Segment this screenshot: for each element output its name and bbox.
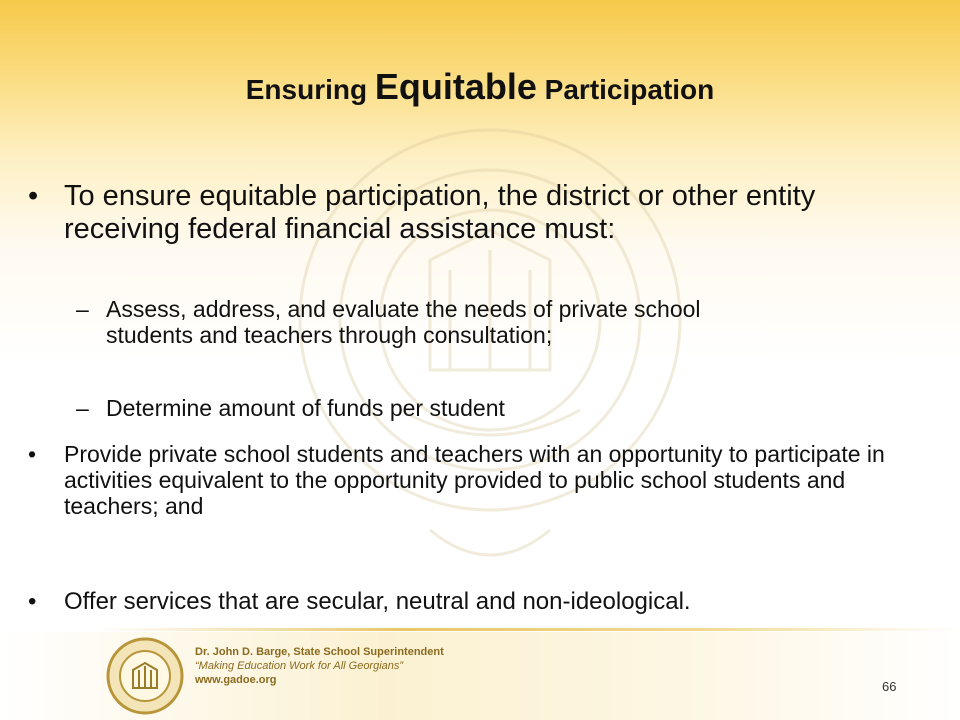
bullet-item-3 xyxy=(28,588,918,616)
title-part-2: Equitable xyxy=(374,66,537,107)
bullet-text: To ensure equitable participation, the district or other entity receiving federal financial assistance must: xyxy=(64,180,816,245)
sub-bullet-marker: – xyxy=(76,395,89,421)
sub-bullet-text: Assess, address, and evaluate the needs of private school students and teachers through consultation; xyxy=(106,296,701,348)
footer-info xyxy=(195,645,444,687)
page-number: 66 xyxy=(882,679,897,694)
sub-bullet-marker: – xyxy=(76,296,89,322)
bullet-marker: • xyxy=(28,441,37,467)
sub-bullet-text: Determine amount of funds per student xyxy=(106,395,505,421)
title-part-1: Ensuring xyxy=(245,74,375,105)
bullet-marker: • xyxy=(28,588,37,615)
slide-title xyxy=(0,66,960,108)
bullet-item-2 xyxy=(28,441,908,519)
sub-bullet-item-1 xyxy=(76,296,776,348)
bullet-marker: • xyxy=(28,180,39,212)
website-url: www.gadoe.org xyxy=(195,674,277,686)
title-part-3: Participation xyxy=(536,74,715,105)
superintendent-name: Dr. John D. Barge, State School Superintendent xyxy=(195,646,444,658)
sub-bullet-item-2 xyxy=(76,395,776,421)
bullet-text: Provide private school students and teachers with an opportunity to participate in activities equivalent to the opportunity provided to public school students and teachers; and xyxy=(64,441,885,519)
bullet-text: Offer services that are secular, neutral and non-ideological. xyxy=(64,588,691,615)
footer-divider xyxy=(100,628,960,631)
bullet-item-1 xyxy=(28,180,908,246)
department-of-education-logo xyxy=(105,636,185,716)
tagline: “Making Education Work for All Georgians” xyxy=(195,660,404,672)
